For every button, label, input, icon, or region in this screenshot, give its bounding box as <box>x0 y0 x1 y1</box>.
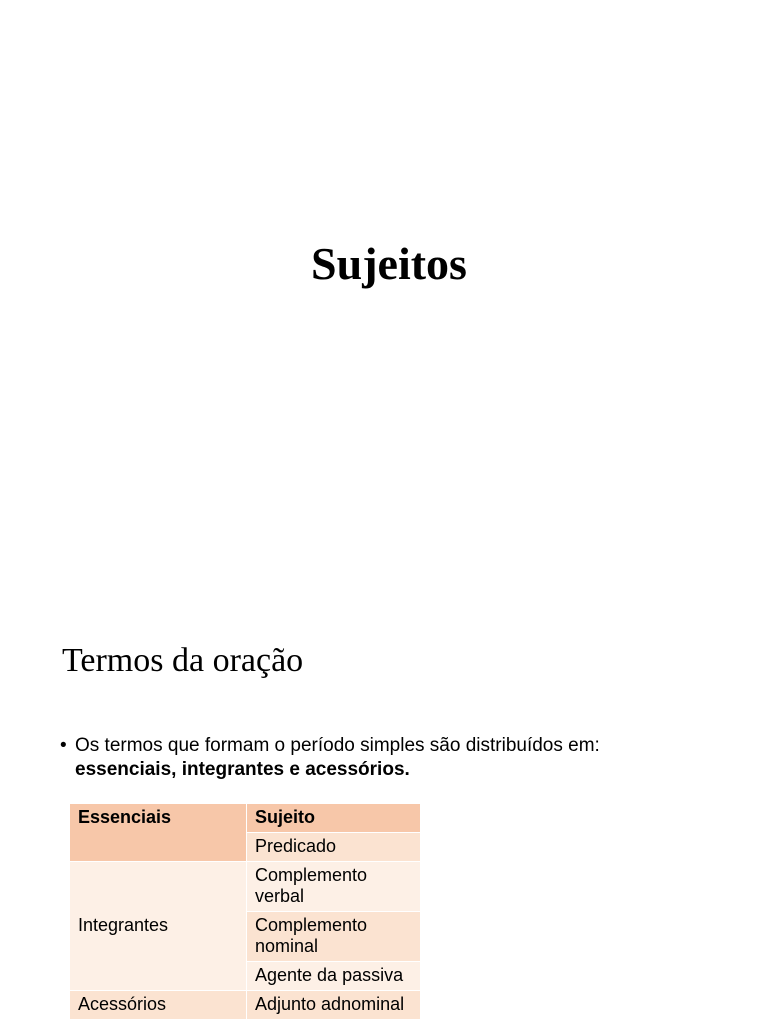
term-agente-da-passiva: Agente da passiva <box>247 962 421 991</box>
term-adjunto-adnominal: Adjunto adnominal <box>247 991 421 1020</box>
slide-title-termos: Termos da oração <box>62 642 304 679</box>
bullet-paragraph <box>60 734 700 782</box>
bullet-bold-text: essenciais, integrantes e acessórios. <box>75 759 410 780</box>
term-complemento-nominal: Complemento nominal <box>247 912 421 962</box>
category-acessorios: Acessórios <box>70 991 247 1020</box>
bullet-text-block <box>60 734 700 782</box>
category-integrantes: Integrantes <box>70 862 247 991</box>
bullet-text: Os termos que formam o período simples são distribuídos em: <box>75 735 600 756</box>
table-row <box>70 862 421 912</box>
terms-table <box>69 803 421 1020</box>
term-predicado: Predicado <box>247 833 421 862</box>
category-essenciais: Essenciais <box>70 804 247 862</box>
term-complemento-verbal: Complemento verbal <box>247 862 421 912</box>
table-row <box>70 991 421 1020</box>
table-row <box>70 804 421 833</box>
term-sujeito: Sujeito <box>247 804 421 833</box>
bullet-marker: • <box>60 735 67 756</box>
slide-title-sujeitos: Sujeitos <box>311 238 467 289</box>
